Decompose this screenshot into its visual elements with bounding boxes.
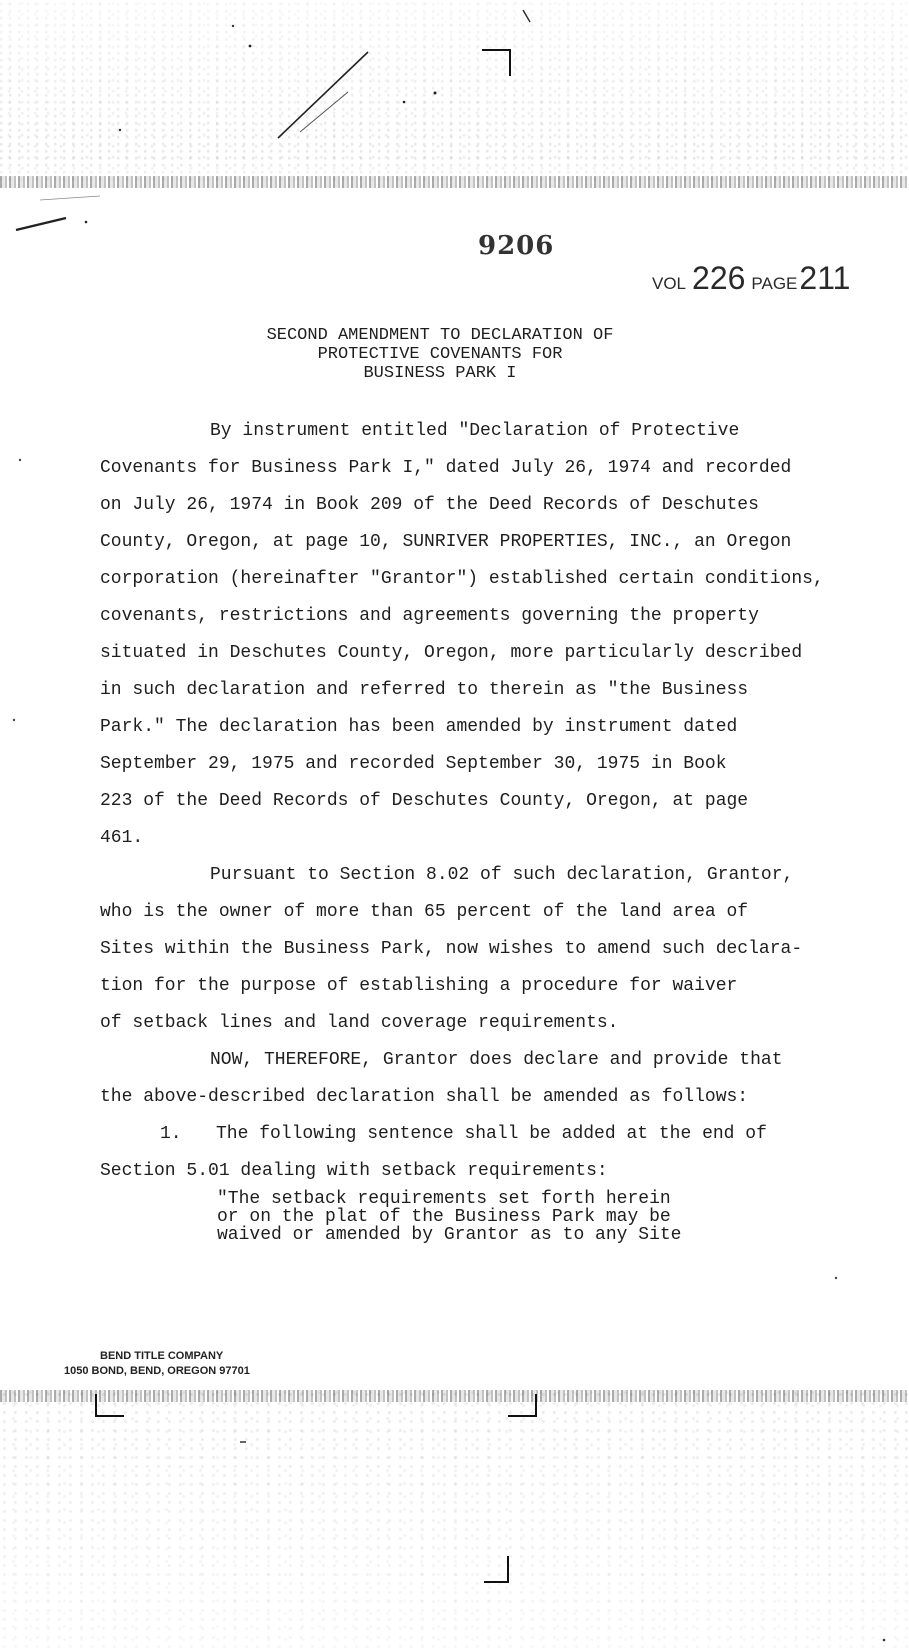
volume-page-stamp bbox=[652, 260, 850, 297]
title-line: PROTECTIVE COVENANTS FOR bbox=[317, 345, 563, 364]
paragraph-line: Covenants for Business Park I," dated July 26, 1974 and recorded bbox=[100, 458, 792, 478]
document-title bbox=[230, 326, 650, 383]
paragraph-line: 223 of the Deed Records of Deschutes County, Oregon, at page bbox=[100, 791, 749, 811]
paragraph-line: covenants, restrictions and agreements governing the property bbox=[100, 606, 759, 626]
paragraph-line: on July 26, 1974 in Book 209 of the Deed Records of Deschutes bbox=[100, 495, 759, 515]
vol-label: VOL bbox=[652, 274, 687, 293]
title-company-stamp bbox=[64, 1349, 250, 1379]
stamp-line: 1050 BOND, BEND, OREGON 97701 bbox=[64, 1365, 250, 1377]
paragraph-line: who is the owner of more than 65 percent of the land area of bbox=[100, 902, 749, 922]
page-label: PAGE bbox=[751, 274, 798, 293]
paragraph-line: 461. bbox=[100, 828, 144, 848]
numbered-item bbox=[100, 1116, 860, 1153]
scan-band-top bbox=[0, 176, 909, 188]
quote-line: "The setback requirements set forth herein bbox=[217, 1189, 671, 1209]
paragraph-line: NOW, THEREFORE, Grantor does declare and provide that bbox=[210, 1050, 783, 1070]
paragraph-line: tion for the purpose of establishing a procedure for waiver bbox=[100, 976, 738, 996]
vol-number: 226 bbox=[692, 260, 746, 296]
paragraph-line: Pursuant to Section 8.02 of such declaration, Grantor, bbox=[210, 865, 794, 885]
paragraph-line: situated in Deschutes County, Oregon, more particularly described bbox=[100, 643, 803, 663]
scan-noise-top bbox=[0, 0, 909, 190]
document-number: 9206 bbox=[478, 231, 555, 261]
title-line: SECOND AMENDMENT TO DECLARATION OF bbox=[266, 326, 614, 345]
quote-line: or on the plat of the Business Park may be bbox=[217, 1207, 671, 1227]
paragraph-line: in such declaration and referred to therein as "the Business bbox=[100, 680, 749, 700]
scan-band-bottom bbox=[0, 1390, 909, 1402]
paragraph-line: corporation (hereinafter "Grantor") established certain conditions, bbox=[100, 569, 824, 589]
item-number: 1. bbox=[160, 1124, 182, 1144]
paragraph-line: Sites within the Business Park, now wishes to amend such declara- bbox=[100, 939, 803, 959]
paragraph-line: Park." The declaration has been amended by instrument dated bbox=[100, 717, 738, 737]
page-number: 211 bbox=[799, 260, 851, 296]
title-line: BUSINESS PARK I bbox=[363, 364, 517, 383]
paragraph-line: By instrument entitled "Declaration of Protective bbox=[210, 421, 740, 441]
item-text: The following sentence shall be added at the end of bbox=[216, 1124, 767, 1144]
paragraph-line: of setback lines and land coverage requirements. bbox=[100, 1013, 619, 1033]
stamp-line: BEND TITLE COMPANY bbox=[100, 1350, 224, 1362]
paragraph-line: the above-described declaration shall be amended as follows: bbox=[100, 1087, 749, 1107]
paragraph-line: County, Oregon, at page 10, SUNRIVER PROPERTIES, INC., an Oregon bbox=[100, 532, 792, 552]
scan-noise-bottom bbox=[0, 1390, 909, 1649]
paragraph-line: Section 5.01 dealing with setback requirements: bbox=[100, 1161, 608, 1181]
document-body bbox=[100, 413, 860, 1190]
paragraph-line: September 29, 1975 and recorded September 30, 1975 in Book bbox=[100, 754, 727, 774]
quote-line: waived or amended by Grantor as to any Site bbox=[217, 1225, 682, 1245]
quoted-text bbox=[217, 1190, 681, 1244]
